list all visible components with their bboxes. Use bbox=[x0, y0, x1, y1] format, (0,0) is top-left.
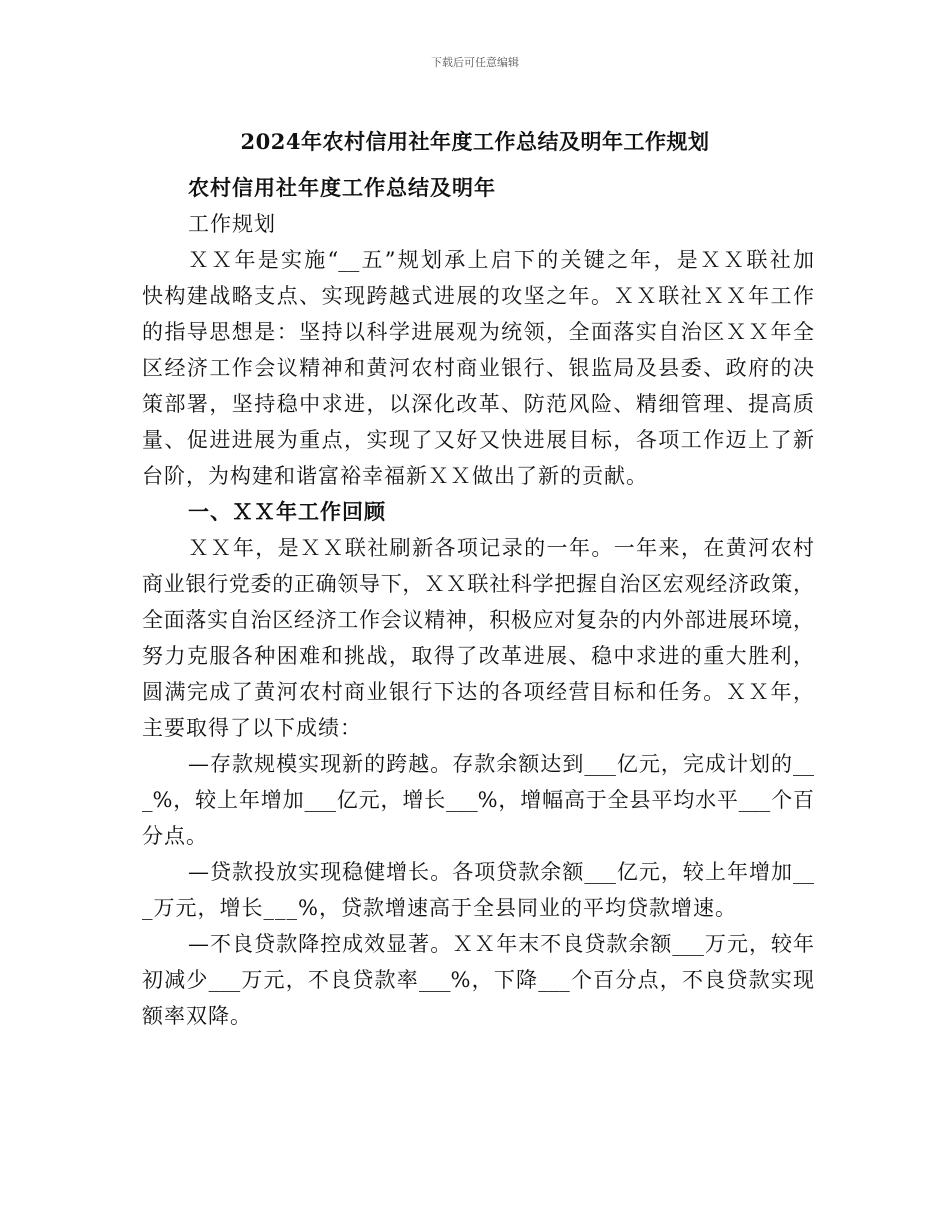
paragraph-line: —贷款投放实现稳健增长。各项贷款余额___亿元，较上年增加__ bbox=[188, 860, 814, 884]
paragraph-line: 工作规划 bbox=[188, 212, 276, 236]
paragraph-line: _万元，增长___%，贷款增速高于全县同业的平均贷款增速。 bbox=[142, 896, 737, 920]
paragraph-line: 全面落实自治区经济工作会议精神，积极应对复杂的内外部进展环境， bbox=[142, 608, 814, 632]
document-title: 2024年农村信用社年度工作总结及明年工作规划 bbox=[240, 129, 710, 154]
paragraph-line: 努力克服各种困难和挑战，取得了改革进展、稳中求进的重大胜利， bbox=[142, 644, 814, 668]
paragraph-line: ＸＸ年是实施“__五”规划承上启下的关键之年，是ＸＸ联社加 bbox=[188, 248, 814, 272]
paragraph-line: —不良贷款降控成效显著。ＸＸ年末不良贷款余额___万元，较年 bbox=[188, 932, 814, 956]
paragraph-line: 台阶，为构建和谐富裕幸福新ＸＸ做出了新的贡献。 bbox=[142, 464, 648, 488]
paragraph-line: 初减少___万元，不良贷款率___%，下降___个百分点，不良贷款实现 bbox=[142, 968, 814, 992]
paragraph-line: 主要取得了以下成绩： bbox=[142, 716, 362, 740]
paragraph-line: 策部署，坚持稳中求进，以深化改革、防范风险、精细管理、提高质 bbox=[142, 392, 814, 416]
paragraph-line: 区经济工作会议精神和黄河农村商业银行、银监局及县委、政府的决 bbox=[142, 356, 814, 380]
section-heading: 农村信用社年度工作总结及明年 bbox=[188, 175, 496, 200]
section-heading: 一、ＸＸ年工作回顾 bbox=[188, 499, 386, 524]
paragraph-line: ＸＸ年，是ＸＸ联社刷新各项记录的一年。一年来，在黄河农村 bbox=[188, 536, 814, 560]
paragraph-line: —存款规模实现新的跨越。存款余额达到___亿元，完成计划的__ bbox=[188, 752, 814, 776]
paragraph-line: 圆满完成了黄河农村商业银行下达的各项经营目标和任务。ＸＸ年， bbox=[142, 680, 814, 704]
header-note: 下载后可任意编辑 bbox=[431, 56, 519, 69]
paragraph-line: 量、促进进展为重点，实现了又好又快进展目标，各项工作迈上了新 bbox=[142, 428, 814, 452]
paragraph-line: 的指导思想是：坚持以科学进展观为统领，全面落实自治区ＸＸ年全 bbox=[142, 320, 814, 344]
paragraph-line: _%，较上年增加___亿元，增长___%，增幅高于全县平均水平___个百 bbox=[142, 788, 814, 812]
paragraph-line: 额率双降。 bbox=[142, 1004, 252, 1028]
paragraph-line: 快构建战略支点、实现跨越式进展的攻坚之年。ＸＸ联社ＸＸ年工作 bbox=[142, 284, 814, 308]
document-body bbox=[142, 170, 814, 1034]
paragraph-line: 分点。 bbox=[142, 824, 208, 848]
paragraph-line: 商业银行党委的正确领导下，ＸＸ联社科学把握自治区宏观经济政策， bbox=[142, 572, 814, 596]
